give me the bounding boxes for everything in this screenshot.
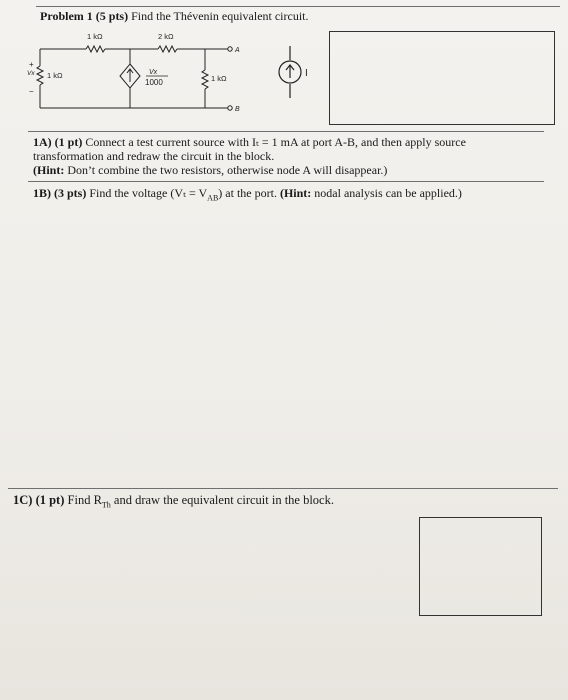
part-1c-text2: and draw the equivalent circuit in the block. bbox=[110, 493, 334, 507]
part-1c-sub: Th bbox=[101, 500, 111, 510]
part-1c-label: 1C) (1 pt) bbox=[13, 493, 65, 507]
label-r-right: 1 kΩ bbox=[211, 74, 227, 83]
part-1a-line2: transformation and redraw the circuit in the block. bbox=[33, 149, 275, 163]
rule-above-1b bbox=[28, 181, 544, 182]
part-1a-text1: Connect a test current source with Iₜ = 1 mA at port A-B, and then apply source bbox=[82, 135, 466, 149]
part-1a-hint-bold: (Hint: bbox=[33, 163, 65, 177]
resistor-top-left bbox=[86, 46, 105, 52]
label-minus: − bbox=[29, 87, 34, 96]
part-1b-text2: ) at the port. bbox=[218, 186, 280, 200]
part-1b-hint-bold: (Hint: bbox=[279, 186, 312, 200]
part-1a-label: 1A) (1 pt) bbox=[33, 135, 83, 149]
label-r-top-right: 2 kΩ bbox=[158, 32, 174, 41]
resistor-top-right bbox=[158, 46, 177, 52]
problem-title bbox=[40, 9, 309, 24]
label-source-den: 1000 bbox=[145, 78, 163, 87]
label-source-num: Vx bbox=[149, 69, 158, 76]
part-1a-hint-rest: Don’t combine the two resistors, otherwise node A will disappear.) bbox=[64, 163, 388, 177]
part-1b-line bbox=[33, 186, 462, 205]
label-vx: Vx bbox=[27, 70, 35, 77]
part-1b-sub: AB bbox=[207, 193, 219, 203]
terminal-b bbox=[228, 106, 232, 110]
current-source-label: I bbox=[305, 68, 308, 79]
problem-title-rest: Find the Thévenin equivalent circuit. bbox=[128, 9, 309, 23]
part-1b-text: Find the voltage (Vₜ = V bbox=[86, 186, 208, 200]
label-node-a: A bbox=[235, 47, 240, 54]
answer-block-top bbox=[329, 31, 555, 125]
top-rule bbox=[36, 6, 560, 7]
part-1c-line bbox=[13, 493, 334, 513]
label-node-b: B bbox=[235, 106, 240, 113]
label-plus: + bbox=[29, 60, 34, 69]
circuit-diagram bbox=[27, 28, 250, 120]
label-r-top-left: 1 kΩ bbox=[87, 32, 103, 41]
rule-above-1a bbox=[28, 131, 544, 132]
terminal-a bbox=[228, 47, 232, 51]
answer-block-bottom bbox=[419, 517, 542, 616]
part-1a-line1 bbox=[33, 135, 466, 150]
resistor-right bbox=[202, 70, 208, 89]
rule-above-1c bbox=[8, 488, 558, 489]
part-1a-hint bbox=[33, 163, 387, 178]
resistor-left bbox=[37, 66, 43, 85]
part-1b-label: 1B) (3 pts) bbox=[33, 186, 87, 200]
part-1c-text: Find R bbox=[64, 493, 102, 507]
part-1b-hint-rest: nodal analysis can be applied.) bbox=[311, 186, 462, 200]
test-current-source bbox=[270, 44, 320, 102]
problem-title-bold: Problem 1 (5 pts) bbox=[40, 9, 129, 23]
label-r-left: 1 kΩ bbox=[47, 71, 63, 80]
